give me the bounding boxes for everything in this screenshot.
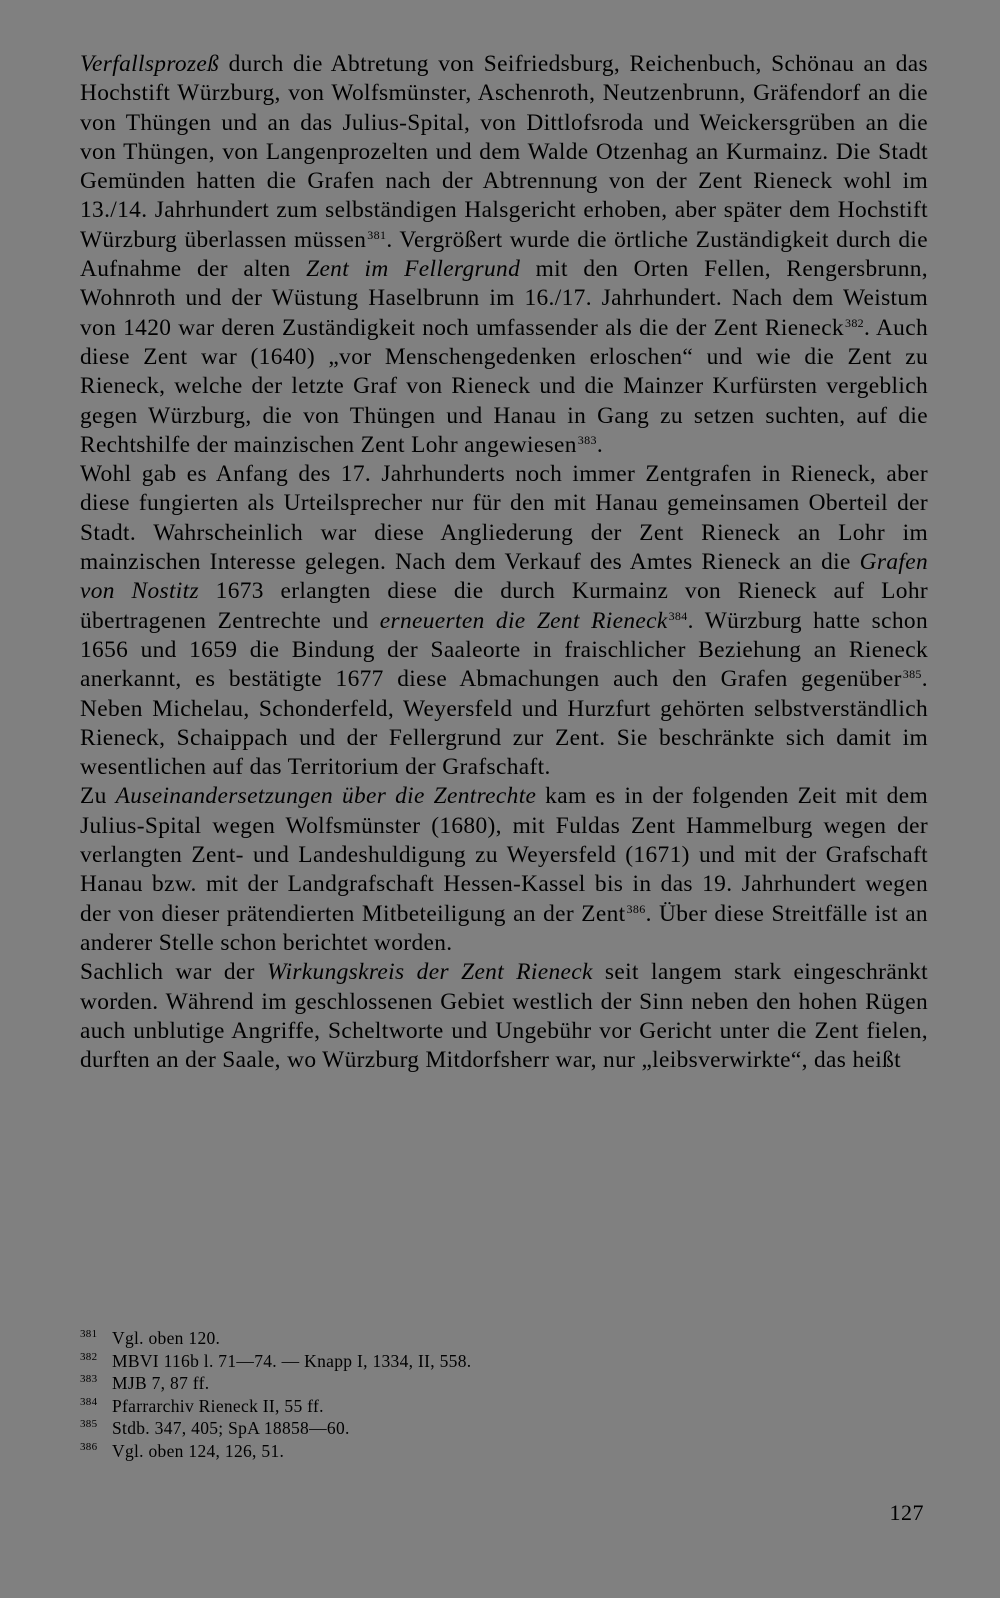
page-number: 127	[889, 1500, 924, 1525]
page-content	[80, 50, 928, 1075]
footnote	[80, 1417, 928, 1440]
text-run: . Neben Michelau, Schonderfeld, Weyersfeld und Hurzfurt gehörten selbstverständlich Rieneck, Schaippach und der Fellergrund zur Zent. Sie beschränkte sich damit im wesentlichen auf das Territorium der Grafschaft.	[80, 666, 928, 781]
paragraph	[80, 50, 928, 460]
footnote-reference: 382	[844, 315, 865, 330]
footnote-number: 384	[80, 1395, 98, 1408]
text-run: durch die Abtretung von Seifriedsburg, Reichenbuch, Schönau an das Hochstift Würzburg, von Wolfsmünster, Aschenroth, Neutzenbrunn, Gräfendorf an die von Thüngen und an das Julius-Spital, von Dittlofsroda und Weickersgrüben an die von Thüngen, von Langenprozelten und dem Walde Otzenhag an Kurmainz. Die Stadt Gemünden hatten die Grafen nach der Abtrennung von der Zent Rieneck wohl im 13./14. Jahrhundert zum selbständigen Halsgericht erhoben, aber später dem Hochstift Würzburg überlassen müssen	[80, 51, 928, 253]
paragraph	[80, 460, 928, 782]
text-run: . Würzburg hatte schon 1656 und 1659 die Bindung der Saaleorte in fraischlicher Beziehung an Rieneck anerkannt, es bestätigte 1677 diese Abmachungen auch den Grafen gegenüber	[80, 607, 928, 693]
footnote-reference: 386	[626, 901, 646, 916]
text-run: . Vergrößert wurde die örtliche Zuständigkeit durch die Aufnahme der alten	[80, 226, 928, 283]
italic-phrase: Zent im Fellergrund	[306, 256, 521, 283]
text-run: .	[596, 431, 604, 458]
text-run: Zu	[80, 783, 116, 810]
footnote-text: MBVI 116b l. 71—74. — Knapp I, 1334, II, 558.	[112, 1350, 472, 1371]
footnote-reference: 384	[668, 608, 688, 623]
text-run: . Auch diese Zent war (1640) „vor Menschengedenken erloschen“ und wie die Zent zu Rieneck, welche der letzte Graf von Rieneck und die Mainzer Kurfürsten vergeblich gegen Würzburg, die von Thüngen und Hanau in Gang zu setzen suchten, auf die Rechtshilfe der mainzischen Zent Lohr angewiesen	[80, 314, 929, 458]
footnote-text: Vgl. oben 124, 126, 51.	[112, 1440, 285, 1461]
text-run: . Über diese Streitfälle ist an anderer Stelle schon berichtet worden.	[80, 900, 928, 956]
footnote	[80, 1327, 928, 1350]
text-run: kam es in der folgenden Zeit mit dem Julius-Spital wegen Wolfsmünster (1680), mit Fuldas Zent Hammelburg wegen der verlangten Zent- und Landeshuldigung zu Weyersfeld (1671) und mit der Grafschaft Hanau bzw. mit der Landgrafschaft Hessen-Kassel bis in das 19. Jahrhundert wegen der von dieser prätendierten Mitbeteiligung an der Zent	[80, 783, 928, 927]
footnote-number: 382	[80, 1350, 98, 1363]
footnote-text: Vgl. oben 120.	[112, 1328, 221, 1348]
text-run: mit den Orten Fellen, Rengersbrunn, Wohnroth und der Wüstung Haselbrunn im 16./17. Jahrhundert. Nach dem Weistum von 1420 war deren Zuständigkeit noch umfassender als die der Zent Rieneck	[80, 256, 928, 341]
footnote	[80, 1372, 928, 1395]
italic-phrase: erneuerten die Zent Rieneck	[379, 607, 668, 634]
italic-phrase: Auseinandersetzungen über die Zentrechte	[115, 783, 537, 810]
italic-phrase: Verfallsprozeß	[80, 51, 220, 77]
footnote	[80, 1350, 928, 1373]
footnote-number: 383	[80, 1373, 98, 1386]
text-run: Sachlich war der	[80, 959, 267, 986]
footnote-text: MJB 7, 87 ff.	[112, 1373, 210, 1394]
footnote-reference: 383	[577, 432, 597, 447]
footnote-number: 386	[80, 1440, 98, 1453]
footnote-number: 381	[80, 1328, 98, 1340]
text-run: seit langem stark eingeschränkt worden. Während im geschlossenen Gebiet westlich der Sinn neben den hohen Rügen auch unblutige Angriffe, Scheltworte und Ungebühr vor Gericht unter die Zent fielen, durften an der Saale, wo Würzburg Mitdorfsherr war, nur „leibsverwirkte“, das heißt	[80, 959, 928, 1074]
italic-phrase: Grafen von Nostitz	[80, 549, 928, 605]
body-text	[80, 50, 928, 1075]
text-run: Wohl gab es Anfang des 17. Jahrhunderts noch immer Zentgrafen in Rieneck, aber diese fungierten als Urteilsprecher nur für den mit Hanau gemeinsamen Oberteil der Stadt. Wahrscheinlich war diese Angliederung der Zent Rieneck an Lohr im mainzischen Interesse gelegen. Nach dem Verkauf des Amtes Rieneck an die	[80, 461, 928, 576]
footnote-text: Stdb. 347, 405; SpA 18858—60.	[112, 1418, 350, 1439]
footnote-reference: 385	[902, 667, 922, 682]
footnote-number: 385	[80, 1418, 98, 1431]
paragraph	[80, 958, 928, 1075]
footnote-text: Pfarrarchiv Rieneck II, 55 ff.	[112, 1395, 324, 1416]
paragraph	[80, 782, 928, 958]
footnotes	[80, 1327, 928, 1463]
italic-phrase: Wirkungskreis der Zent Rieneck	[266, 959, 593, 986]
footnote	[80, 1395, 928, 1418]
footnote-reference: 381	[367, 227, 387, 242]
footnote	[80, 1440, 928, 1463]
text-run: 1673 erlangten diese die durch Kurmainz von Rieneck auf Lohr übertragenen Zentrechte und	[80, 578, 929, 634]
